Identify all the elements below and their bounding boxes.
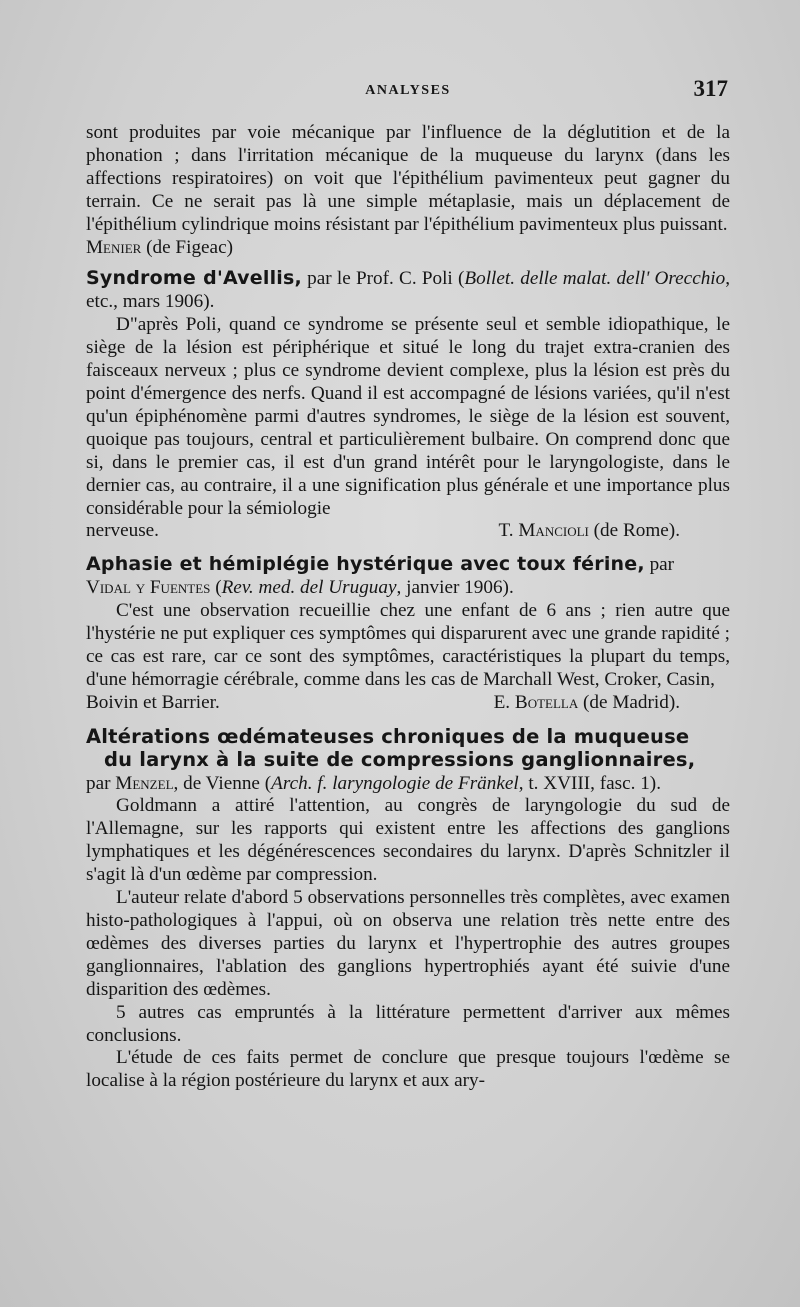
source-details: , janvier 1906).	[396, 577, 514, 599]
running-head: ANALYSES	[365, 83, 451, 98]
intro-signature	[86, 237, 730, 260]
article-title-line-2-wrap	[104, 748, 730, 773]
article-title: Syndrome d'Avellis,	[86, 267, 302, 290]
article-byline: Vidal y Fuentes (Rev. med. del Uruguay, janvier 1906).	[86, 577, 514, 599]
article-signature: E. Botella (de Madrid).	[493, 691, 680, 713]
article-avellis	[86, 267, 730, 543]
source-details: , etc., mars 1906).	[86, 268, 731, 313]
article-aphasie	[86, 553, 730, 714]
article-author: Menzel	[115, 772, 174, 794]
article-heading: Syndrome d'Avellis, par le Prof. C. Poli (Bollet. delle malat. dell' Orecchio, etc., mars 1906).	[86, 267, 731, 313]
article-alterations	[86, 725, 730, 1094]
article-closing-line: nerveuse. T. Mancioli (de Rome).	[86, 520, 680, 542]
article-byline: par Menzel, de Vienne (Arch. f. laryngologie de Fränkel, t. XVIII, fasc. 1).	[86, 772, 661, 794]
article-title-line-1: Altérations œdémateuses chroniques de la muqueuse	[86, 724, 690, 748]
signature-name: Menier	[86, 236, 142, 258]
source-journal: Bollet. delle malat. dell' Orecchio	[464, 268, 726, 290]
article-title-line-2: du larynx à la suite de compressions ganglionnaires,	[104, 747, 696, 771]
intro-paragraph: sont produites par voie mécanique par l'influence de la déglutition et de la phonation ; dans l'irritation mécanique de la muqueuse du larynx (dans les affections respiratoires) on voit que l'épithélium pavimenteux peut gagner du terrain. Ce ne serait pas là une simple métaplasie, mais un déplacement de l'épithélium cylindrique moins résistant par l'épithélium pavimenteux plus puissant.	[86, 122, 730, 235]
article-paragraph: C'est une observation recueillie chez une enfant de 6 ans ; rien autre que l'hystérie ne put expliquer ces symptômes qui disparurent avec une grande rapidité ; ce cas est rare, car ce sont des symptômes, caractéristiques la plupart du temps, d'une hémorragie cérébrale, comme dans les cas de Marchall West, Croker, Casin,	[86, 600, 730, 690]
article-title: Aphasie et hémiplégie hystérique avec toux férine,	[86, 553, 645, 576]
source-details: , t. XVIII, fasc. 1).	[518, 772, 661, 794]
page-number: 317	[693, 76, 728, 101]
article-paragraph: Goldmann a attiré l'attention, au congrès de laryngologie du sud de l'Allemagne, sur les rapports qui existent entre les affections des ganglions lymphatiques et les dégénérescences secondaires du larynx. D'après Schnitzler il s'agit là d'un œdème par compression.	[86, 795, 730, 886]
article-byline: par le Prof. C. Poli	[307, 268, 453, 290]
article-closing-line: Boivin et Barrier. E. Botella (de Madrid).	[86, 691, 680, 713]
source-journal: Arch. f. laryngologie de Fränkel	[271, 772, 519, 794]
article-paragraph: D"après Poli, quand ce syndrome se présente seul et semble idiopathique, le siège de la lésion est périphérique et situé le long du trajet extra-cranien des faisceaux nerveux ; plus ce syndrome devient complexe, plus la lésion est près du point d'émergence des nerfs. Quand il est accompagné de lésions variées, qu'il n'est qu'un épiphénomène parmi d'autres syndromes, le siège de la lésion est souvent, quoique pas toujours, central et particulièrement bulbaire. On comprend donc que si, dans le premier cas, il est d'un grand intérêt pour le laryngologiste, dans le dernier cas, au contraire, il a une signification plus générale et une importance plus considérable pour la sémiologie	[86, 314, 730, 519]
article-paragraph: L'étude de ces faits permet de conclure que presque toujours l'œdème se localise à la région postérieure du larynx et aux ary-	[86, 1047, 730, 1092]
source-journal: Rev. med. del Uruguay	[221, 577, 397, 599]
page-header	[86, 76, 730, 106]
body-text	[86, 122, 730, 1093]
article-paragraph: 5 autres cas empruntés à la littérature permettent d'arriver aux mêmes conclusions.	[86, 1001, 730, 1046]
article-heading: Aphasie et hémiplégie hystérique avec toux férine, par	[86, 553, 675, 576]
article-signature: T. Mancioli (de Rome).	[498, 520, 680, 542]
signature-place: (de Figeac)	[146, 236, 233, 258]
article-author: Vidal y Fuentes	[86, 577, 211, 599]
article-paragraph: L'auteur relate d'abord 5 observations personnelles très complètes, avec examen histo-pathologiques à l'appui, où on observa une relation très nette entre des œdèmes des diverses parties du larynx et l'hypertrophie des autres groupes ganglionnaires, l'ablation des ganglions hypertrophiés ayant été suivie d'une disparition des œdèmes.	[86, 887, 730, 1000]
